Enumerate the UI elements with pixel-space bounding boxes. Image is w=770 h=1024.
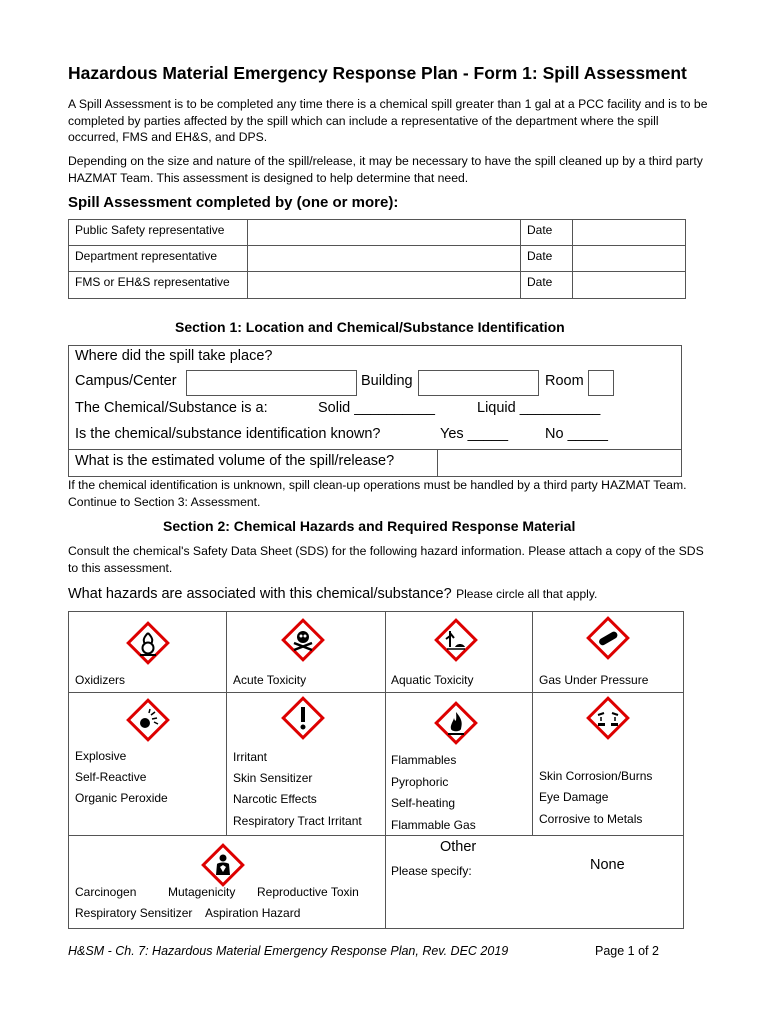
flammable-gas-label[interactable]: Flammable Gas (391, 818, 476, 832)
fms-ehs-label: FMS or EH&S representative (75, 275, 230, 289)
department-label: Department representative (75, 249, 218, 263)
respiratory-sensitizer-label[interactable]: Respiratory Sensitizer (75, 906, 193, 920)
gas-cylinder-icon (585, 615, 631, 661)
eye-damage-label[interactable]: Eye Damage (539, 790, 609, 804)
oxidizers-label[interactable]: Oxidizers (75, 673, 126, 687)
aquatic-toxicity-label[interactable]: Aquatic Toxicity (391, 673, 474, 687)
gas-under-pressure-label[interactable]: Gas Under Pressure (539, 673, 649, 687)
consult-text: Consult the chemical's Safety Data Sheet (SDS) for the following hazard information. Please attach a copy of the SDS to this assessment. (68, 544, 704, 575)
intro-paragraph-1: A Spill Assessment is to be completed any time there is a chemical spill greater than 1 gal at a PCC facility and is to be completed by parties affected by the spill which can include a representative of the department where the spill occurred, FMS and EH&S, and DPS. (68, 97, 708, 144)
volume-field[interactable] (438, 450, 681, 476)
date-field-3[interactable] (573, 272, 685, 298)
intro-paragraph-2: Depending on the size and nature of the spill/release, it may be necessary to have the spill cleaned up by a third party HAZMAT Team. This assessment is designed to help determine that need. (68, 154, 703, 185)
building-label: Building (361, 373, 413, 389)
please-specify-label: Please specify: (391, 864, 472, 878)
skin-sensitizer-label[interactable]: Skin Sensitizer (233, 771, 313, 785)
skin-corrosion-label[interactable]: Skin Corrosion/Burns (539, 769, 653, 783)
campus-label: Campus/Center (75, 373, 177, 389)
page-number: Page 1 of 2 (595, 944, 659, 958)
section2-heading: Section 2: Chemical Hazards and Required Response Material (163, 518, 576, 534)
campus-field[interactable] (186, 370, 357, 396)
where-question: Where did the spill take place? (75, 348, 273, 364)
public-safety-label: Public Safety representative (75, 223, 225, 237)
skull-crossbones-icon (280, 617, 326, 663)
exploding-bomb-icon (125, 697, 171, 743)
oxidizer-icon (125, 620, 171, 666)
fms-ehs-name-field[interactable] (248, 272, 519, 298)
mutagenicity-label[interactable]: Mutagenicity (168, 885, 236, 899)
other-specify-field[interactable] (386, 880, 532, 926)
pyrophoric-label[interactable]: Pyrophoric (391, 775, 449, 789)
exclamation-mark-icon (280, 695, 326, 741)
respiratory-tract-irritant-label[interactable]: Respiratory Tract Irritant (233, 814, 362, 828)
date-label-1: Date (527, 223, 553, 237)
narcotic-effects-label[interactable]: Narcotic Effects (233, 792, 317, 806)
flammables-label[interactable]: Flammables (391, 753, 457, 767)
public-safety-name-field[interactable] (248, 220, 519, 244)
self-heating-label[interactable]: Self-heating (391, 796, 456, 810)
volume-question: What is the estimated volume of the spill/release? (75, 453, 395, 469)
room-field[interactable] (588, 370, 614, 396)
building-field[interactable] (418, 370, 539, 396)
hazards-question: What hazards are associated with this chemical/substance? (68, 586, 452, 602)
flame-icon (433, 700, 479, 746)
hazards-question-line (68, 585, 597, 603)
health-hazard-icon (200, 842, 246, 888)
section1-heading: Section 1: Location and Chemical/Substance Identification (175, 319, 565, 335)
yes-option[interactable]: Yes _____ (440, 426, 509, 442)
department-name-field[interactable] (248, 246, 519, 270)
none-option[interactable]: None (590, 857, 625, 873)
no-option[interactable]: No _____ (545, 426, 608, 442)
irritant-label[interactable]: Irritant (233, 750, 268, 764)
aspiration-hazard-label[interactable]: Aspiration Hazard (205, 906, 301, 920)
corrosion-icon (585, 695, 631, 741)
other-label: Other (440, 839, 477, 855)
known-question: Is the chemical/substance identification known? (75, 426, 381, 442)
corrosive-to-metals-label[interactable]: Corrosive to Metals (539, 812, 643, 826)
carcinogen-label[interactable]: Carcinogen (75, 885, 137, 899)
environment-icon (433, 617, 479, 663)
page-title: Hazardous Material Emergency Response Plan - Form 1: Spill Assessment (68, 63, 687, 83)
date-label-3: Date (527, 275, 553, 289)
explosive-label[interactable]: Explosive (75, 749, 127, 763)
solid-option[interactable]: Solid __________ (318, 400, 435, 416)
liquid-option[interactable]: Liquid __________ (477, 400, 601, 416)
reproductive-toxin-label[interactable]: Reproductive Toxin (257, 885, 359, 899)
date-label-2: Date (527, 249, 553, 263)
room-label: Room (545, 373, 584, 389)
date-field-1[interactable] (573, 220, 685, 244)
date-field-2[interactable] (573, 246, 685, 270)
footer-document-title: H&SM - Ch. 7: Hazardous Material Emergency Response Plan, Rev. DEC 2019 (68, 944, 509, 958)
self-reactive-label[interactable]: Self-Reactive (75, 770, 147, 784)
organic-peroxide-label[interactable]: Organic Peroxide (75, 791, 168, 805)
section1-note: If the chemical identification is unknown, spill clean-up operations must be handled by a third party HAZMAT Team. Continue to Section 3: Assessment. (68, 478, 687, 509)
hazards-note: Please circle all that apply. (456, 587, 598, 601)
acute-toxicity-label[interactable]: Acute Toxicity (233, 673, 307, 687)
substance-label: The Chemical/Substance is a: (75, 400, 268, 416)
completed-by-heading: Spill Assessment completed by (one or more): (68, 194, 399, 211)
